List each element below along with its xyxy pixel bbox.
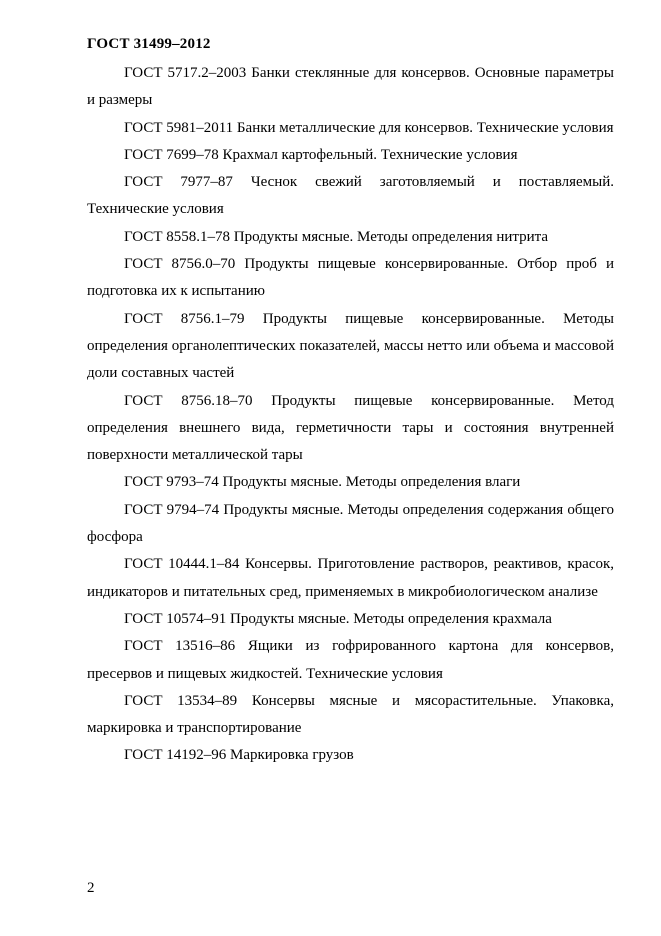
reference-item: ГОСТ 8756.0–70 Продукты пищевые консервированные. Отбор проб и подготовка их к испытанию [87,256,614,300]
reference-item: ГОСТ 10444.1–84 Консервы. Приготовление растворов, реактивов, красок, индикаторов и питательных сред, применяемых в микробиологическом анализе [87,556,614,600]
reference-item: ГОСТ 8756.1–79 Продукты пищевые консервированные. Методы определения органолептических показателей, массы нетто или объема и массовой доли составных частей [87,310,614,382]
reference-item: ГОСТ 9794–74 Продукты мясные. Методы определения содержания общего фосфора [87,501,614,546]
references-list [87,60,614,770]
reference-item: ГОСТ 5981–2011 Банки металлические для консервов. Технические условия [124,119,614,136]
reference-item: ГОСТ 9793–74 Продукты мясные. Методы определения влаги [124,474,521,491]
reference-item: ГОСТ 5717.2–2003 Банки стеклянные для консервов. Основные параметры и размеры [87,65,614,109]
reference-item: ГОСТ 7977–87 Чеснок свежий заготовляемый и поставляемый. Технические условия [87,174,614,218]
page-number: 2 [87,880,95,896]
reference-item: ГОСТ 14192–96 Маркировка грузов [124,747,354,764]
reference-item: ГОСТ 10574–91 Продукты мясные. Методы определения крахмала [124,610,552,627]
reference-item: ГОСТ 13534–89 Консервы мясные и мясорастительные. Упаковка, маркировка и транспортирование [87,692,614,737]
reference-item: ГОСТ 8756.18–70 Продукты пищевые консервированные. Метод определения внешнего вида, герметичности тары и состояния внутренней поверхности металлической тары [87,392,614,464]
reference-item: ГОСТ 13516–86 Ящики из гофрированного картона для консервов, пресервов и пищевых жидкостей. Технические условия [87,638,614,682]
page-header-title: ГОСТ 31499–2012 [87,36,211,52]
reference-item: ГОСТ 7699–78 Крахмал картофельный. Технические условия [124,146,518,163]
reference-item: ГОСТ 8558.1–78 Продукты мясные. Методы определения нитрита [124,228,549,245]
